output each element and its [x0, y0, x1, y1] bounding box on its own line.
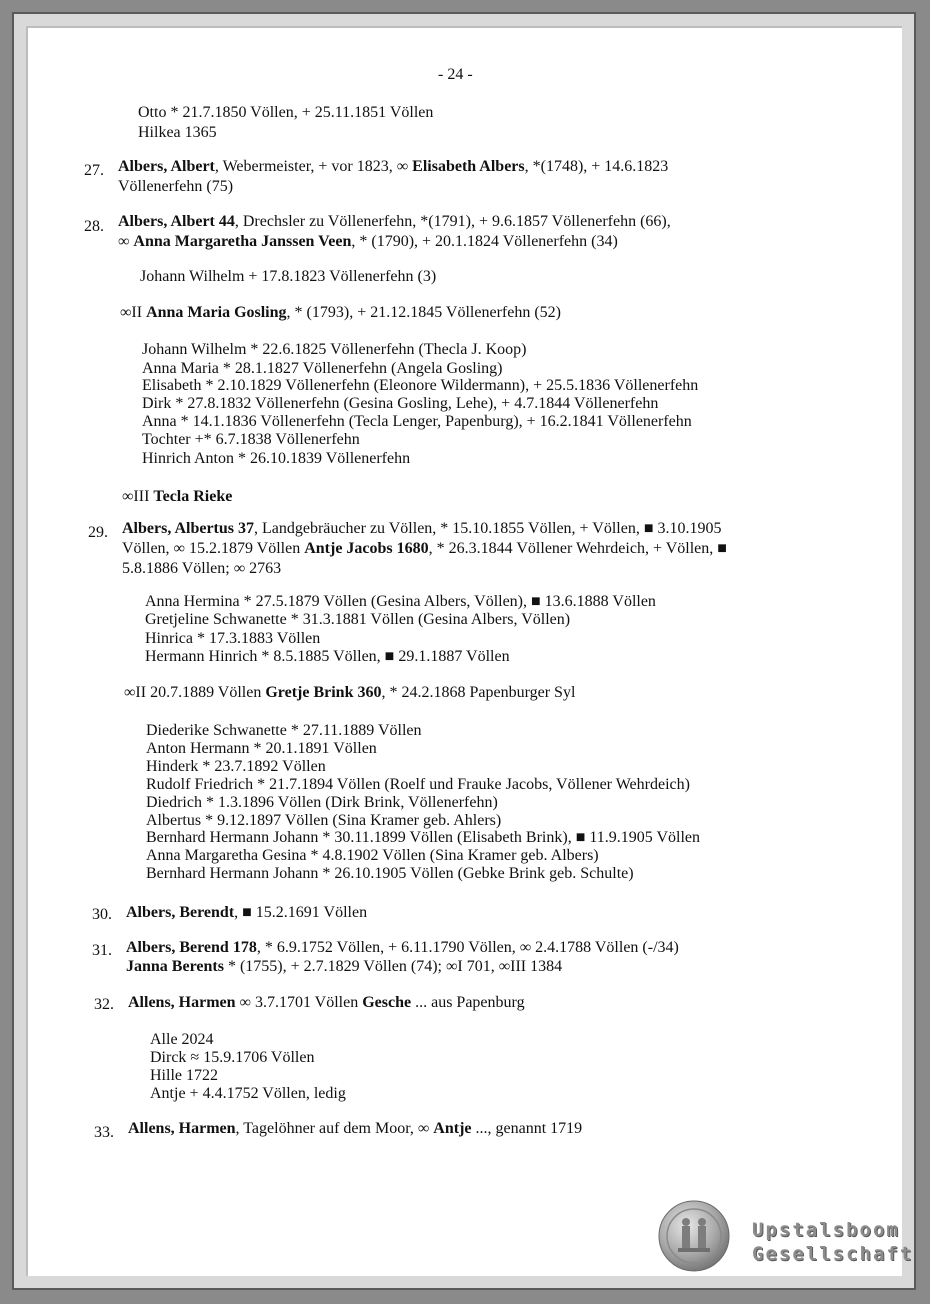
entry-text: , * 6.9.1752 Völlen, + 6.11.1790 Völlen, ∞ 2.4.1788 Völlen (-/34) [256, 939, 679, 956]
child-line: Hinderk * 23.7.1892 Völlen [146, 758, 326, 775]
entry-27-line1 [118, 158, 668, 176]
logo-wordmark [752, 1218, 913, 1266]
entry-text: , * (1790), + 20.1.1824 Völlenerfehn (34) [351, 233, 618, 250]
entry-text: , * 26.3.1844 Völlener Wehrdeich, + Völlen, ■ [428, 540, 727, 557]
entry-text: , Tagelöhner auf dem Moor, ∞ [235, 1120, 434, 1137]
child-line: Antje + 4.4.1752 Völlen, ledig [150, 1085, 346, 1102]
entry-text: ∞II 20.7.1889 Völlen [124, 684, 266, 701]
marriage-line [124, 684, 575, 702]
child-line: Dirck ≈ 15.9.1706 Völlen [150, 1049, 315, 1066]
entry-text: Völlen, ∞ 15.2.1879 Völlen [122, 540, 305, 557]
person-name: Allens, Harmen [128, 1120, 236, 1137]
child-line: Elisabeth * 2.10.1829 Völlenerfehn (Eleonore Wildermann), + 25.5.1836 Völlenerfehn [142, 377, 699, 394]
entry-29-line3: 5.8.1886 Völlen; ∞ 2763 [122, 560, 282, 577]
spouse-name: Janna Berents [126, 958, 224, 975]
entry-text: ∞III [122, 488, 154, 505]
child-line: Diederike Schwanette * 27.11.1889 Völlen [146, 722, 422, 739]
spouse-name: Tecla Rieke [153, 488, 233, 505]
entry-text: , Webermeister, + vor 1823, ∞ [214, 158, 413, 175]
person-name: Albers, Berendt [126, 904, 235, 921]
child-line: Anna * 14.1.1836 Völlenerfehn (Tecla Lenger, Papenburg), + 16.2.1841 Völlenerfehn [142, 413, 692, 430]
entry-28-line2 [118, 233, 618, 251]
person-name: Albers, Albertus 37 [122, 520, 254, 537]
child-line: Johann Wilhelm + 17.8.1823 Völlenerfehn (3) [140, 268, 437, 285]
entry-number: 27. [84, 162, 104, 179]
entry-28-line1 [118, 213, 671, 231]
person-name: Allens, Harmen [128, 994, 236, 1011]
child-line: Gretjeline Schwanette * 31.3.1881 Völlen (Gesina Albers, Völlen) [145, 611, 571, 628]
child-line: Anna Hermina * 27.5.1879 Völlen (Gesina Albers, Völlen), ■ 13.6.1888 Völlen [145, 593, 656, 610]
preamble-line: Hilkea 1365 [138, 124, 217, 141]
seal-logo-icon [658, 1200, 730, 1272]
entry-number: 30. [92, 906, 112, 923]
entry-text: ... aus Papenburg [411, 994, 525, 1011]
spouse-name: Gesche [362, 994, 412, 1011]
spouse-name: Elisabeth Albers [412, 158, 525, 175]
spouse-name: Antje [433, 1120, 472, 1137]
preamble-line: Otto * 21.7.1850 Völlen, + 25.11.1851 Völlen [138, 104, 434, 121]
entry-29-line2 [122, 540, 727, 558]
child-line: Hinrich Anton * 26.10.1839 Völlenerfehn [142, 450, 411, 467]
entry-31-line1 [126, 939, 679, 957]
entry-text: , Landgebräucher zu Völlen, * 15.10.1855 Völlen, + Völlen, ■ 3.10.1905 [254, 520, 722, 537]
child-line: Anna Margaretha Gesina * 4.8.1902 Völlen (Sina Kramer geb. Albers) [146, 847, 599, 864]
entry-number: 28. [84, 218, 104, 235]
marriage-line [120, 304, 561, 322]
entry-27-line2: Völlenerfehn (75) [118, 178, 234, 195]
child-line: Anna Maria * 28.1.1827 Völlenerfehn (Angela Gosling) [142, 360, 503, 377]
marriage-line [122, 488, 232, 506]
child-line: Hille 1722 [150, 1067, 218, 1084]
entry-33-line1 [128, 1120, 582, 1138]
entry-text: ∞ 3.7.1701 Völlen [235, 994, 363, 1011]
entry-31-line2 [126, 958, 562, 976]
entry-text: * (1755), + 2.7.1829 Völlen (74); ∞I 701, ∞III 1384 [223, 958, 563, 975]
person-name: Albers, Albert [118, 158, 215, 175]
spouse-name: Anna Margaretha Janssen Veen [133, 233, 352, 250]
entry-text: , *(1748), + 14.6.1823 [524, 158, 669, 175]
child-line: Diedrich * 1.3.1896 Völlen (Dirk Brink, Völlenerfehn) [146, 794, 498, 811]
person-name: Albers, Albert 44 [118, 213, 235, 230]
entry-number: 33. [94, 1124, 114, 1141]
person-name: Albers, Berend 178 [126, 939, 257, 956]
page-number: - 24 - [438, 66, 473, 83]
entry-30-line1 [126, 904, 367, 922]
entry-32-line1 [128, 994, 525, 1012]
child-line: Bernhard Hermann Johann * 30.11.1899 Völlen (Elisabeth Brink), ■ 11.9.1905 Völlen [146, 829, 701, 846]
entry-text: , * 24.2.1868 Papenburger Syl [381, 684, 576, 701]
entry-text: ..., genannt 1719 [471, 1120, 583, 1137]
spouse-name: Antje Jacobs 1680 [304, 540, 429, 557]
child-line: Hermann Hinrich * 8.5.1885 Völlen, ■ 29.1.1887 Völlen [145, 648, 510, 665]
child-line: Bernhard Hermann Johann * 26.10.1905 Völlen (Gebke Brink geb. Schulte) [146, 865, 634, 882]
entry-text: , Drechsler zu Völlenerfehn, *(1791), + 9.6.1857 Völlenerfehn (66), [234, 213, 671, 230]
entry-number: 29. [88, 524, 108, 541]
entry-number: 31. [92, 942, 112, 959]
child-line: Anton Hermann * 20.1.1891 Völlen [146, 740, 377, 757]
child-line: Rudolf Friedrich * 21.7.1894 Völlen (Roelf und Frauke Jacobs, Völlener Wehrdeich) [146, 776, 690, 793]
child-line: Hinrica * 17.3.1883 Völlen [145, 630, 321, 647]
entry-text: ∞II [120, 304, 147, 321]
child-line: Tochter +* 6.7.1838 Völlenerfehn [142, 431, 360, 448]
child-line: Dirk * 27.8.1832 Völlenerfehn (Gesina Gosling, Lehe), + 4.7.1844 Völlenerfehn [142, 395, 659, 412]
child-line: Johann Wilhelm * 22.6.1825 Völlenerfehn (Thecla J. Koop) [142, 341, 527, 358]
logo-line1: Upstalsboom [752, 1219, 900, 1241]
logo-line2: Gesellschaft [752, 1243, 914, 1265]
spouse-name: Gretje Brink 360 [265, 684, 382, 701]
entry-text: , ■ 15.2.1691 Völlen [234, 904, 368, 921]
spouse-name: Anna Maria Gosling [146, 304, 287, 321]
entry-text: , * (1793), + 21.12.1845 Völlenerfehn (52) [286, 304, 561, 321]
child-line: Albertus * 9.12.1897 Völlen (Sina Kramer geb. Ahlers) [146, 812, 502, 829]
entry-29-line1 [122, 520, 722, 538]
child-line: Alle 2024 [150, 1031, 214, 1048]
entry-text: ∞ [118, 233, 134, 250]
entry-number: 32. [94, 996, 114, 1013]
